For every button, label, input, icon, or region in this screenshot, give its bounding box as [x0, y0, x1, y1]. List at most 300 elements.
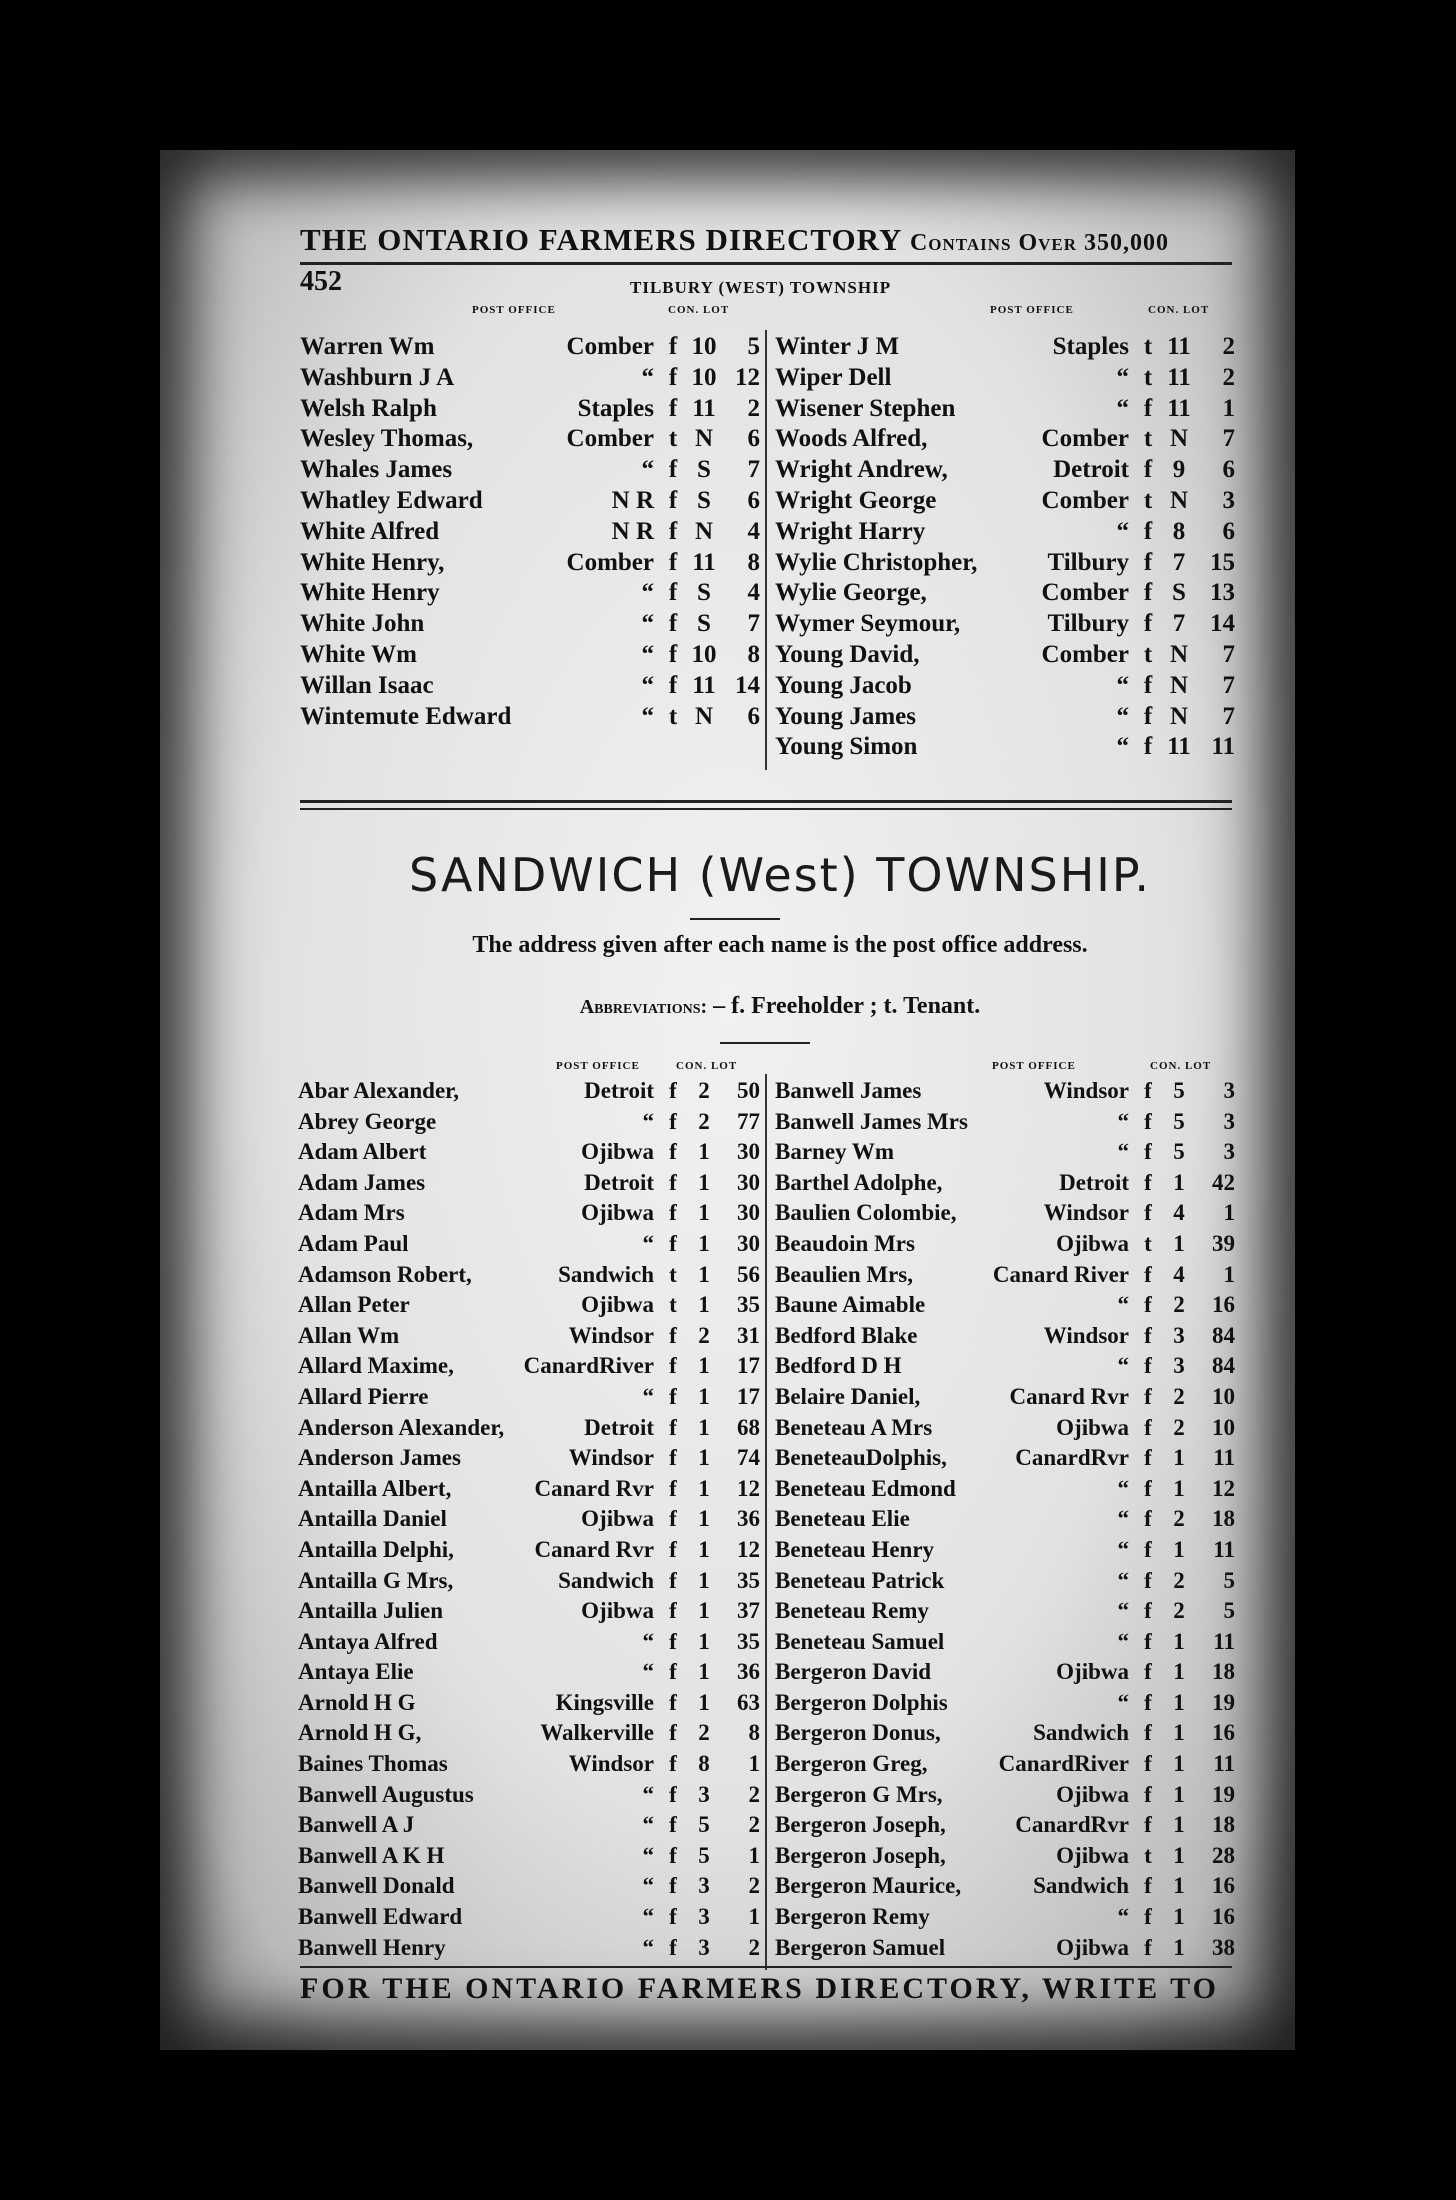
entry-tenure: f [668, 640, 678, 668]
directory-entry [775, 394, 1235, 425]
entry-post-office: Detroit [1053, 456, 1129, 484]
entry-lot: 2 [748, 1873, 760, 1899]
entry-post-office: “ [642, 1230, 654, 1256]
directory-entry [775, 1351, 1235, 1382]
entry-lot: 3 [1223, 1139, 1235, 1165]
directory-entry [775, 1382, 1235, 1413]
directory-entry [775, 1198, 1235, 1229]
footer-rule [300, 1966, 1232, 1968]
entry-post-office: Walkerville [540, 1720, 654, 1746]
entry-concession: 11 [692, 548, 716, 576]
entry-name: Bergeron Dolphis [775, 1689, 948, 1715]
entry-concession: 1 [698, 1445, 710, 1471]
entry-lot: 5 [747, 333, 760, 360]
directory-entry [298, 1382, 760, 1413]
entry-lot: 8 [747, 640, 760, 668]
entry-concession: 10 [691, 640, 717, 668]
entry-tenure: f [669, 1414, 677, 1440]
sandwich-left-po-header: POST OFFICE [556, 1060, 640, 1072]
entry-lot: 56 [737, 1261, 760, 1287]
directory-entry [775, 332, 1235, 363]
entry-concession: 1 [1173, 1169, 1185, 1195]
entry-name: Banwell James Mrs [775, 1108, 968, 1134]
entry-concession: 1 [1173, 1904, 1185, 1930]
entry-concession: S [697, 610, 711, 638]
entry-tenure: f [1143, 610, 1153, 638]
entry-tenure: f [1144, 1353, 1152, 1379]
entry-name: Whales James [300, 456, 453, 484]
entry-lot: 36 [737, 1506, 760, 1532]
entry-post-office: Detroit [584, 1414, 654, 1440]
entry-name: Welsh Ralph [300, 394, 437, 422]
entry-lot: 6 [747, 702, 760, 730]
entry-concession: 1 [1173, 1659, 1185, 1685]
entry-lot: 84 [1212, 1322, 1235, 1348]
entry-post-office: “ [1117, 1628, 1129, 1654]
directory-entry [300, 455, 760, 486]
entry-concession: 3 [698, 1904, 710, 1930]
entry-post-office: “ [641, 456, 654, 484]
entry-post-office: N R [611, 486, 654, 514]
entry-lot: 5 [1223, 1567, 1235, 1593]
directory-entry [775, 424, 1235, 455]
entry-post-office: Detroit [584, 1078, 654, 1103]
directory-entry [775, 1902, 1235, 1933]
entry-tenure: f [1144, 1108, 1152, 1134]
entry-concession: N [694, 425, 714, 453]
entry-lot: 2 [748, 1812, 760, 1838]
entry-post-office: “ [1116, 363, 1129, 391]
entry-name: Banwell Augustus [298, 1781, 474, 1807]
entry-concession: 1 [698, 1261, 710, 1287]
entry-lot: 36 [737, 1659, 760, 1685]
directory-entry [298, 1810, 760, 1841]
entry-lot: 17 [737, 1353, 760, 1379]
entry-post-office: “ [641, 363, 654, 391]
directory-entry [775, 1474, 1235, 1505]
directory-entry [775, 363, 1235, 394]
entry-tenure: f [669, 1078, 677, 1103]
entry-name: Wisener Stephen [775, 394, 956, 422]
entry-post-office: “ [642, 1383, 654, 1409]
running-note: Contains Over 350,000 [909, 230, 1170, 256]
directory-entry [298, 1535, 760, 1566]
entry-post-office: “ [1117, 1536, 1129, 1562]
entry-concession: 1 [698, 1414, 710, 1440]
entry-lot: 37 [737, 1598, 760, 1624]
entry-concession: 2 [698, 1322, 710, 1348]
entry-name: Banwell A K H [298, 1842, 445, 1868]
entry-tenure: f [669, 1628, 677, 1654]
entry-post-office: “ [1117, 1689, 1129, 1715]
entry-lot: 16 [1212, 1904, 1235, 1930]
entry-name: Beaudoin Mrs [775, 1230, 915, 1256]
entry-tenure: f [1144, 1536, 1152, 1562]
entry-name: Warren Wm [300, 333, 435, 360]
entry-concession: 1 [1173, 1934, 1185, 1960]
directory-entry [300, 609, 760, 640]
entry-concession: 1 [1173, 1842, 1185, 1868]
entry-name: Anderson James [298, 1445, 461, 1471]
entry-name: Bergeron David [775, 1659, 932, 1685]
entry-tenure: t [1144, 1842, 1152, 1868]
entry-concession: 3 [698, 1781, 710, 1807]
tilbury-left-list [300, 332, 760, 732]
entry-lot: 30 [737, 1230, 760, 1256]
entry-name: Beaulien Mrs, [775, 1261, 913, 1287]
directory-entry [300, 363, 760, 394]
entry-tenure: f [669, 1383, 677, 1409]
entry-name: Beneteau Elie [775, 1506, 910, 1532]
entry-concession: 5 [1173, 1139, 1185, 1165]
entry-name: Antailla Albert, [298, 1475, 452, 1501]
directory-entry [298, 1168, 760, 1199]
entry-concession: 3 [698, 1934, 710, 1960]
entry-concession: 2 [1173, 1567, 1185, 1593]
entry-concession: N [1169, 702, 1189, 730]
entry-concession: 1 [698, 1353, 710, 1379]
entry-post-office: Sandwich [558, 1261, 654, 1287]
section-rule-bottom [300, 808, 1232, 810]
entry-lot: 7 [747, 456, 760, 484]
entry-tenure: t [1143, 363, 1153, 391]
entry-lot: 2 [1222, 333, 1235, 360]
directory-entry [775, 1260, 1235, 1291]
entry-tenure: f [669, 1169, 677, 1195]
entry-post-office: Windsor [568, 1322, 654, 1348]
entry-lot: 39 [1212, 1230, 1235, 1256]
entry-concession: 2 [1173, 1414, 1185, 1440]
entry-name: Antailla G Mrs, [298, 1567, 454, 1593]
entry-lot: 5 [1223, 1598, 1235, 1624]
directory-entry [298, 1351, 760, 1382]
directory-entry [775, 702, 1235, 733]
entry-post-office: “ [1117, 1139, 1129, 1165]
entry-lot: 2 [748, 1781, 760, 1807]
page-number: 452 [300, 266, 342, 297]
entry-lot: 2 [748, 1934, 760, 1960]
entry-concession: 7 [1172, 610, 1186, 638]
entry-name: Baulien Colombie, [775, 1200, 957, 1226]
entry-tenure: f [669, 1873, 677, 1899]
entry-tenure: f [668, 548, 678, 576]
entry-lot: 68 [737, 1414, 760, 1440]
entry-post-office: Ojibwa [581, 1506, 654, 1532]
directory-entry [298, 1229, 760, 1260]
directory-entry [775, 1229, 1235, 1260]
entry-lot: 35 [737, 1567, 760, 1593]
entry-name: Wiper Dell [775, 363, 892, 391]
entry-post-office: Ojibwa [1056, 1842, 1129, 1868]
entry-name: Beneteau Samuel [775, 1628, 945, 1654]
entry-tenure: t [668, 425, 678, 453]
entry-tenure: f [1144, 1751, 1152, 1777]
entry-concession: 1 [698, 1659, 710, 1685]
entry-tenure: f [669, 1108, 677, 1134]
directory-entry [300, 671, 760, 702]
entry-name: BeneteauDolphis, [775, 1445, 947, 1471]
entry-name: White Wm [300, 640, 417, 668]
entry-name: Beneteau A Mrs [775, 1414, 933, 1440]
entry-tenure: f [669, 1904, 677, 1930]
entry-tenure: t [669, 1261, 677, 1287]
entry-tenure: f [1144, 1506, 1152, 1532]
entry-lot: 19 [1212, 1781, 1235, 1807]
entry-name: Woods Alfred, [775, 425, 928, 453]
entry-lot: 10 [1212, 1383, 1235, 1409]
sandwich-column-divider [765, 1074, 767, 1970]
entry-concession: 2 [1173, 1506, 1185, 1532]
entry-name: Barthel Adolphe, [775, 1169, 943, 1195]
entry-name: Banwell A J [298, 1812, 415, 1838]
entry-name: Allard Maxime, [298, 1353, 454, 1379]
entry-post-office: Ojibwa [581, 1598, 654, 1624]
directory-entry [298, 1841, 760, 1872]
sandwich-right-po-header: POST OFFICE [992, 1060, 1076, 1072]
directory-entry [775, 1596, 1235, 1627]
sandwich-left-list [298, 1076, 760, 1963]
entry-tenure: f [668, 394, 678, 422]
directory-entry [298, 1504, 760, 1535]
entry-tenure: f [669, 1567, 677, 1593]
entry-lot: 4 [747, 579, 760, 607]
entry-name: White John [300, 610, 425, 638]
entry-lot: 7 [1222, 425, 1235, 453]
entry-post-office: Ojibwa [1056, 1781, 1129, 1807]
entry-lot: 3 [1222, 486, 1235, 514]
sandwich-right-list [775, 1076, 1235, 1963]
entry-concession: S [1172, 579, 1186, 607]
entry-post-office: CanardRvr [1015, 1445, 1129, 1471]
entry-lot: 1 [1222, 394, 1235, 422]
entry-post-office: Windsor [1043, 1078, 1129, 1103]
entry-post-office: CanardRiver [523, 1353, 654, 1379]
entry-tenure: f [669, 1934, 677, 1960]
entry-concession: 1 [698, 1506, 710, 1532]
directory-entry [300, 424, 760, 455]
entry-concession: 1 [698, 1200, 710, 1226]
directory-entry [298, 1718, 760, 1749]
entry-concession: 1 [698, 1383, 710, 1409]
entry-lot: 6 [747, 425, 760, 453]
entry-name: Beneteau Edmond [775, 1475, 956, 1501]
directory-entry [775, 1168, 1235, 1199]
title-underline [690, 918, 780, 920]
entry-lot: 28 [1212, 1842, 1235, 1868]
entry-tenure: f [669, 1536, 677, 1562]
entry-name: Antailla Delphi, [298, 1536, 454, 1562]
entry-concession: 1 [1173, 1781, 1185, 1807]
entry-lot: 35 [737, 1292, 760, 1318]
entry-lot: 84 [1212, 1353, 1235, 1379]
entry-tenure: f [669, 1689, 677, 1715]
entry-name: Banwell James [775, 1078, 922, 1103]
entry-concession: 1 [1173, 1689, 1185, 1715]
entry-name: Beneteau Remy [775, 1598, 929, 1624]
directory-entry [775, 1535, 1235, 1566]
entry-name: Winter J M [775, 333, 900, 360]
entry-name: Banwell Edward [298, 1904, 463, 1930]
entry-name: Adam Albert [298, 1139, 427, 1165]
tilbury-left-po-header: POST OFFICE [472, 304, 556, 316]
entry-tenure: t [669, 1292, 677, 1318]
entry-name: Baines Thomas [298, 1751, 448, 1777]
entry-lot: 1 [748, 1842, 760, 1868]
entry-concession: 2 [698, 1108, 710, 1134]
entry-concession: 11 [1167, 333, 1191, 360]
entry-tenure: f [1144, 1139, 1152, 1165]
entry-lot: 30 [737, 1169, 760, 1195]
directory-entry [298, 1321, 760, 1352]
entry-name: Wymer Seymour, [775, 610, 961, 638]
entry-lot: 14 [735, 671, 760, 699]
entry-tenure: f [1144, 1873, 1152, 1899]
entry-post-office: “ [642, 1108, 654, 1134]
tilbury-column-divider [765, 330, 767, 770]
entry-lot: 7 [1222, 671, 1235, 699]
entry-lot: 7 [1222, 702, 1235, 730]
directory-entry [775, 732, 1235, 763]
directory-entry [775, 578, 1235, 609]
entry-tenure: f [1144, 1292, 1152, 1318]
entry-name: Arnold H G, [298, 1720, 422, 1746]
entry-tenure: f [1144, 1781, 1152, 1807]
entry-post-office: Ojibwa [1056, 1230, 1129, 1256]
entry-post-office: N R [611, 517, 654, 545]
directory-entry [300, 486, 760, 517]
entry-concession: 5 [698, 1812, 710, 1838]
entry-tenure: f [669, 1720, 677, 1746]
entry-post-office: “ [1116, 517, 1129, 545]
entry-tenure: f [668, 579, 678, 607]
entry-concession: N [1169, 425, 1189, 453]
entry-lot: 6 [1222, 456, 1235, 484]
entry-post-office: “ [1117, 1475, 1129, 1501]
entry-tenure: f [1143, 548, 1153, 576]
entry-concession: N [1169, 486, 1189, 514]
entry-tenure: t [1143, 486, 1153, 514]
entry-lot: 16 [1212, 1292, 1235, 1318]
entry-concession: 11 [1167, 363, 1191, 391]
directory-entry [775, 1810, 1235, 1841]
entry-concession: 2 [1173, 1292, 1185, 1318]
entry-lot: 77 [737, 1108, 760, 1134]
entry-concession: 1 [1173, 1445, 1185, 1471]
entry-concession: 1 [698, 1169, 710, 1195]
header-rule [300, 262, 1232, 265]
entry-tenure: f [668, 456, 678, 484]
directory-entry [775, 486, 1235, 517]
entry-post-office: Ojibwa [581, 1292, 654, 1318]
entry-name: Young David, [775, 640, 920, 668]
directory-entry [298, 1443, 760, 1474]
running-head [300, 222, 1260, 258]
entry-tenure: f [1144, 1169, 1152, 1195]
entry-post-office: Canard Rvr [534, 1475, 654, 1501]
directory-entry [298, 1933, 760, 1964]
entry-name: Beneteau Henry [775, 1536, 935, 1562]
entry-post-office: “ [1117, 1506, 1129, 1532]
entry-post-office: “ [1117, 1108, 1129, 1134]
entry-post-office: “ [642, 1812, 654, 1838]
entry-concession: 5 [698, 1842, 710, 1868]
entry-post-office: Detroit [1059, 1169, 1129, 1195]
entry-post-office: Staples [1052, 333, 1129, 360]
address-note: The address given after each name is the post office address. [472, 932, 1088, 958]
entry-post-office: Kingsville [555, 1689, 654, 1715]
entry-tenure: t [1143, 640, 1153, 668]
entry-name: Adam Paul [298, 1230, 409, 1256]
entry-tenure: f [669, 1842, 677, 1868]
entry-lot: 7 [1222, 640, 1235, 668]
entry-name: Antaya Alfred [298, 1628, 438, 1654]
entry-name: Bergeron G Mrs, [775, 1781, 943, 1807]
entry-lot: 6 [747, 486, 760, 514]
directory-entry [775, 1871, 1235, 1902]
entry-post-office: “ [642, 1934, 654, 1960]
entry-name: Bedford D H [775, 1353, 902, 1379]
directory-entry [775, 1933, 1235, 1964]
entry-post-office: Tilbury [1047, 548, 1129, 576]
entry-tenure: f [1143, 579, 1153, 607]
entry-concession: 2 [698, 1720, 710, 1746]
entry-concession: 1 [698, 1567, 710, 1593]
entry-post-office: “ [1117, 1904, 1129, 1930]
directory-entry [298, 1688, 760, 1719]
entry-lot: 3 [1223, 1108, 1235, 1134]
entry-post-office: Ojibwa [581, 1200, 654, 1226]
entry-name: Antaya Elie [298, 1659, 414, 1685]
entry-tenure: f [1144, 1812, 1152, 1838]
entry-lot: 1 [748, 1904, 760, 1930]
entry-concession: 1 [1173, 1628, 1185, 1654]
directory-entry [775, 548, 1235, 579]
entry-post-office: “ [642, 1842, 654, 1868]
entry-name: Bergeron Samuel [775, 1934, 946, 1960]
entry-tenure: f [1144, 1200, 1152, 1226]
entry-name: Young James [775, 702, 916, 730]
entry-name: Barney Wm [775, 1139, 895, 1165]
entry-name: Adamson Robert, [298, 1261, 472, 1287]
entry-tenure: f [1144, 1934, 1152, 1960]
entry-post-office: “ [1117, 1567, 1129, 1593]
entry-lot: 19 [1212, 1689, 1235, 1715]
entry-concession: 1 [1173, 1812, 1185, 1838]
directory-entry [300, 702, 760, 733]
entry-tenure: f [1144, 1598, 1152, 1624]
directory-entry [298, 1290, 760, 1321]
directory-entry [775, 1504, 1235, 1535]
entry-name: Wintemute Edward [300, 702, 512, 730]
entry-concession: 2 [1173, 1383, 1185, 1409]
directory-entry [298, 1137, 760, 1168]
entry-lot: 15 [1210, 548, 1235, 576]
directory-entry [300, 332, 760, 363]
entry-post-office: “ [641, 640, 654, 668]
directory-entry [300, 640, 760, 671]
entry-post-office: Ojibwa [1056, 1659, 1129, 1685]
entry-lot: 16 [1212, 1873, 1235, 1899]
entry-name: Belaire Daniel, [775, 1383, 921, 1409]
directory-entry [298, 1107, 760, 1138]
directory-entry [298, 1566, 760, 1597]
entry-lot: 8 [747, 548, 760, 576]
directory-entry [298, 1902, 760, 1933]
tilbury-right-list [775, 332, 1235, 763]
entry-concession: N [694, 517, 714, 545]
entry-lot: 3 [1223, 1078, 1235, 1103]
entry-name: Anderson Alexander, [298, 1414, 505, 1440]
